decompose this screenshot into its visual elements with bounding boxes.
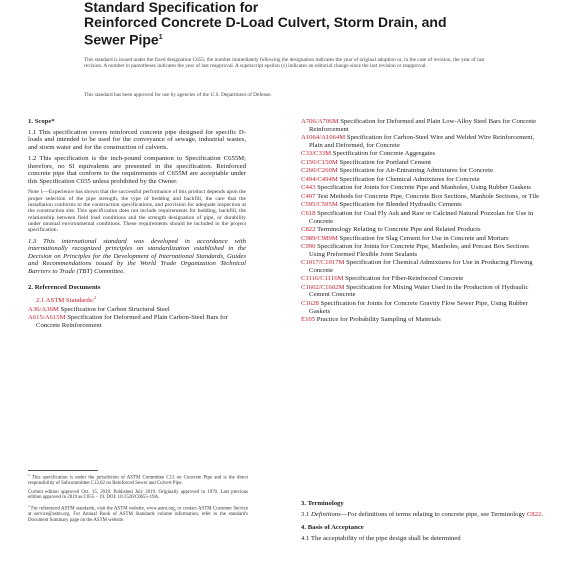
footnote-divider — [28, 470, 98, 471]
reference-item: A36/A36M Specification for Carbon Structural Steel — [28, 305, 170, 313]
reference-item: C1602/C1602M Specification for Mixing Water Used in the Production of Hydraulic Cement Concrete — [301, 283, 529, 299]
reference-code-link[interactable]: C618 — [301, 210, 316, 218]
reference-code-link[interactable]: E105 — [301, 316, 316, 324]
reference-code-link[interactable]: C260/C260M — [301, 167, 338, 175]
left-column — [28, 118, 246, 330]
reference-code-link[interactable]: A706/A706M — [301, 118, 339, 125]
reference-code-link[interactable]: C1017/C1017M — [301, 259, 345, 267]
reference-code-link[interactable]: C822 — [526, 510, 542, 518]
title-line-1: Standard Specification for — [84, 0, 259, 15]
reference-item: C1017/C1017M Specification for Chemical Admixtures for Use in Producing Flowing Concrete — [301, 259, 533, 274]
reference-item: C497 Test Methods for Concrete Pipe, Concrete Box Sections, Manhole Sections, or Tile — [301, 192, 540, 200]
reference-item: C1628 Specification for Joints for Concrete Gravity Flow Sewer Pipe, Using Rubber Gaskets — [301, 300, 528, 315]
scope-heading: 1. Scope* — [28, 118, 55, 125]
reference-code-link[interactable]: C1628 — [301, 300, 319, 308]
reference-code-link[interactable]: C595/C595M — [301, 201, 338, 209]
reference-item: C33/C33M Specification for Concrete Aggregates — [301, 150, 436, 158]
designation-notice: This standard is issued under the fixed designation C655; the number immediately following the designation indicates the year of original adoption or, in the case of revision, the year of last revision. A number in parentheses indicates the year of last reapproval. A superscript epsilon (ε) indicates an editorial change since the last revision or reapproval. — [84, 57, 485, 70]
reference-item: C494/C494M Specification for Chemical Admixtures for Concrete — [301, 175, 480, 183]
reference-code-link[interactable]: C990 — [301, 243, 316, 251]
title-line-3: Sewer Pipe$^1$ — [84, 31, 163, 48]
reference-code-link[interactable]: A36/A36M — [28, 305, 59, 313]
reference-code-link[interactable]: C1116/C1116M — [301, 275, 344, 283]
footnote-2: $^2$ For referenced ASTM standards, visit the ASTM website, www.astm.org, or contact ASTM Customer Service at service@astm.org. For Annual Book of ASTM Standards volume information, refer to the standard's Document Summary page on the ASTM website. — [28, 504, 248, 523]
reference-item: A615/A615M Specification for Deformed and Plain Carbon-Steel Bars for Concrete Reinforcement — [28, 314, 228, 329]
reference-item: C618 Specification for Coal Fly Ash and Raw or Calcined Natural Pozzolan for Use in Concrete — [301, 210, 534, 225]
title-line-2: Reinforced Concrete D-Load Culvert, Storm Drain, and — [84, 14, 447, 30]
reference-item: C989/C989M Specification for Slag Cement for Use in Concrete and Mortars — [301, 234, 509, 242]
reference-code-link[interactable]: C989/C989M — [301, 234, 338, 242]
reference-item: C595/C595M Specification for Blended Hydraulic Cements — [301, 201, 462, 209]
terminology-and-acceptance — [301, 500, 544, 546]
reference-code-link[interactable]: C33/C33M — [301, 150, 332, 158]
reference-item: C822 Terminology Relating to Concrete Pipe and Related Products — [301, 226, 481, 234]
reference-code-link[interactable]: C443 — [301, 184, 316, 192]
reference-item: A706/A706M Specification for Deformed and Plain Low-Alloy Steel Bars for Concrete Reinforcement — [301, 118, 537, 133]
scope-paragraph-2: 1.2 This specification is the inch-pound companion to Specification C655M; therefore, no SI equivalents are presented in the specification. Reinforced concrete pipe that conform to the requirements of C655M are acceptable under this Specification C655 unless prohibited by the Owner. — [28, 155, 246, 185]
right-column — [301, 118, 544, 325]
acceptance-paragraph: 4.1 The acceptability of the pipe design shall be determined — [301, 534, 461, 542]
reference-item: A1064/A1064M Specification for Carbon-Steel Wire and Welded Wire Reinforcement, Plain and Deformed, for Concrete — [301, 134, 535, 149]
reference-code-link[interactable]: C497 — [301, 192, 316, 200]
reference-item: C443 Specification for Joints for Concrete Pipe and Manholes, Using Rubber Gaskets — [301, 184, 531, 192]
reference-item: E105 Practice for Probability Sampling of Materials — [301, 316, 441, 324]
reference-item: C260/C260M Specification for Air-Entraining Admixtures for Concrete — [301, 167, 493, 175]
reference-item: C1116/C1116M Specification for Fiber-Reinforced Concrete — [301, 275, 464, 283]
reference-code-link[interactable]: A615/A615M — [28, 314, 66, 322]
astm-standards-subheading: 2.1 ASTM Standards:$^2$ — [36, 295, 97, 305]
dod-notice: This standard has been approved for use by agencies of the U.S. Department of Defense. — [84, 92, 272, 98]
title-footnote-marker: 1 — [158, 34, 163, 41]
terminology-heading: 3. Terminology — [301, 500, 344, 507]
reference-code-link[interactable]: C822 — [301, 226, 316, 234]
reference-code-link[interactable]: C494/C494M — [301, 175, 338, 183]
reference-code-link[interactable]: A1064/A1064M — [301, 134, 346, 142]
footnote-1: $^1$ This specification is under the jurisdiction of ASTM Committee C13 on Concrete Pipe and is the direct responsibility of Subcommittee C13.02 on Reinforced Sewer and Culvert Pipe. — [28, 473, 249, 487]
reference-code-link[interactable]: C150/C150M — [301, 158, 338, 166]
footnote-1-edition: Current edition approved Oct. 15, 2019. Published July 2019. Originally approved in 1970. Last previous edition approved in 2019 as C655 – 19. DOI: 10.1520/C0655-19A. — [28, 489, 248, 501]
reference-item: C150/C150M Specification for Portland Cement — [301, 158, 432, 166]
terminology-paragraph: 3.1 Definitions—For definitions of terms relating to concrete pipe, see Terminology C822. — [301, 510, 543, 518]
acceptance-heading: 4. Basis of Acceptance — [301, 524, 364, 532]
scope-paragraph-3: 1.3 This international standard was developed in accordance with internationally recognized principles on standardization established in the Decision on Principles for the Development of International Standards, Guides and Recommendations issued by the World Trade Organization Technical Barriers to Trade (TBT) Committee. — [28, 237, 246, 275]
document-title — [84, 0, 504, 48]
scope-paragraph-1: 1.1 This specification covers reinforced concrete pipe designed for specific D-loads and intended to be used for the conveyance of sewage, industrial wastes, and storm water and for the construction of culverts. — [28, 128, 246, 151]
reference-code-link[interactable]: C1602/C1602M — [301, 283, 345, 291]
reference-item: C990 Specification for Joints for Concrete Pipe, Manholes, and Precast Box Sections Using Preformed Flexible Joint Sealants — [301, 243, 529, 258]
scope-note-1: Note 1—Experience has shown that the successful performance of this product depends upon the proper selection of the pipe strength, the type of bedding and backfill, the care that the installation conforms to the construction specifications, and provision for adequate inspection at the construction site. This specification does not include requirements for bedding, backfill, the relationship between field load conditions and the strength designation of pipe, or durability under unusual environmental conditions. These requirements should be included in the project specification. — [28, 189, 246, 234]
referenced-docs-heading: 2. Referenced Documents — [28, 283, 101, 291]
footnotes — [28, 473, 248, 526]
